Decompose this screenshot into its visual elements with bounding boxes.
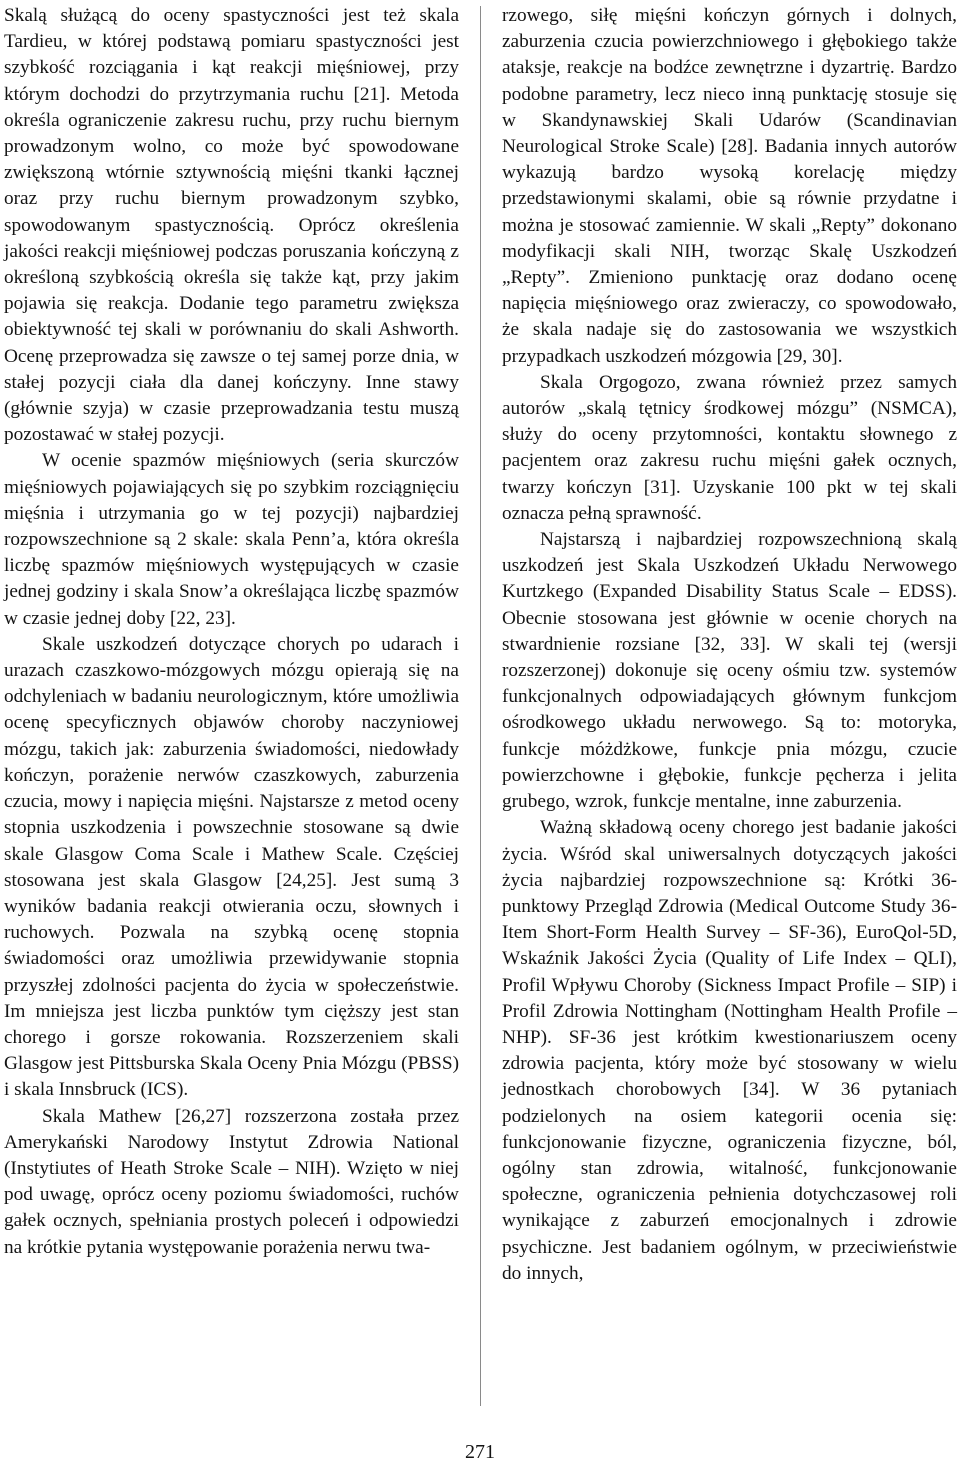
paragraph-tardieu-scale: Skalą służącą do oceny spastyczności jest też skala Tardieu, w której podstawą pomiaru spastyczności jest szybkość rozciągania i kąt reakcji mięśniowej, przy którym dochodzi do przytrzymania ruchu [21]. Metoda określa ograniczenie zakresu ruchu, przy ruchu biernym prowadzonym wolno, co może być spowodowane zwiększoną wtórnie sztywnością mięśni tkanki łącznej oraz przy ruchu biernym prowadzonym szybko, spowodowanym spastycznością. Oprócz określenia jakości reakcji mięśniowej podczas poruszania kończyną z określoną szybkością określa się także kąt, przy jakim pojawia się reakcja. Dodanie tego parametru zwiększa obiektywność tej skali w porównaniu do skali Ashworth. Ocenę przeprowadza się zawsze o tej samej porze dnia, w stałej pozycji ciała dla danej kończyny. Inne stawy (głównie szyja) w czasie przeprowadzania testu muszą pozostawać w stałej pozycji.: [4, 5, 459, 446]
paragraph-mathew-scale: Skala Mathew [26,27] rozszerzona została przez Amerykański Narodowy Instytut Zdrowia National (Instytiutes of Heath Stroke Scale – NIH). Wzięto w niej pod uwagę, oprócz oceny poziomu świadomości, ruchów gałek ocznych, spełniania prostych poleceń i odpowiedzi na krótkie pytania występowanie porażenia nerwu twa-: [4, 1105, 459, 1258]
paragraph-orgogozo-scale: Skala Orgogozo, zwana również przez samych autorów „skalą tętnicy środkowej mózgu” (NSMCA), służy do oceny przytomności, kontaktu słownego z pacjentem oraz zakresu ruchu mięśni gałek ocznych, twarzy kończyn [31]. Uzyskanie 100 pkt w tej skali oznacza pełną sprawność.: [502, 371, 957, 524]
page-number: 271: [465, 1441, 495, 1463]
left-column: [4, 3, 459, 1261]
paragraph-quality-of-life: Ważną składową oceny chorego jest badanie jakości życia. Wśród skal uniwersalnych dotyczących jakości życia najbardziej rozpowszechnione są: Krótki 36-punktowy Przegląd Zdrowia (Medical Outcome Study 36-Item Short-Form Health Survey – SF-36), EuroQol-5D, Wskaźnik Jakości Życia (Quality of Life Index – QLI), Profil Wpływu Choroby (Sickness Impact Profile – SIP) i Profil Zdrowia Nottingham (Nottingham Health Profile – NHP). SF-36 jest krótkim kwestionariuszem oceny zdrowia pacjenta, który może być stosowany w wielu jednostkach chorobowych [34]. W 36 pytaniach podzielonych na osiem kategorii ocenia się: funkcjonowanie fizyczne, ograniczenia fizyczne, ból, ogólny stan zdrowia, witalność, funkcjonowanie społeczne, ograniczenia pełnienia dotychczasowej roli wynikające z zaburzeń emocjonalnych i zdrowie psychiczne. Jest badaniem ogólnym, w przeciwieństwie do innych,: [502, 817, 957, 1284]
paragraph-repty-scale: rzowego, siłę mięśni kończyn górnych i dolnych, zaburzenia czucia powierzchniowego i głębokiego także ataksje, reakcje na bodźce zewnętrzne i dyzartrię. Bardzo podobne parametry, lecz nieco inną punktację stosuje się w Skandynawskiej Skali Udarów (Scandinavian Neurological Stroke Scale) [28]. Badania innych autorów wykazują bardzo wysoką korelację między przedstawionymi skalami, obie są równie przydatne i można je stosować zamiennie. W skali „Repty” dokonano modyfikacji skali NIH, tworząc Skalę Uszkodzeń „Repty”. Zmieniono punktację oraz dodano ocenę napięcia mięśniowego oraz zwieraczy, co spowodowało, że skala nadaje się do zastosowania we wszystkich przypadkach uszkodzeń mózgowia [29, 30].: [502, 5, 957, 367]
paragraph-edss-scale: Najstarszą i najbardziej rozpowszechnioną skalą uszkodzeń jest Skala Uszkodzeń Układu Nerwowego Kurtzkego (Expanded Disability Status Scale – EDSS). Obecnie stosowana jest głównie w ocenie chorych na stwardnienie rozsiane [32, 33]. W skali tej (wersji rozszerzonej) dokonuje się oceny ośmiu tzw. systemów funkcjonalnych odpowiadających głównym funkcjom ośrodkowego układu nerwowego. Są to: motoryka, funkcje móżdżkowe, funkcje pnia mózgu, czucie powierzchowne i głębokie, funkcje pęcherza i jelita grubego, wzrok, funkcje mentalne, inne zaburzenia.: [502, 529, 957, 813]
paragraph-muscle-spasms: W ocenie spazmów mięśniowych (seria skurczów mięśniowych pojawiających się po szybkim rozciągnięciu mięśnia i utrzymania go w tej pozycji) najbardziej rozpowszechnione są 2 skale: skala Penn’a, która określa liczbę spazmów mięśniowych występujących w czasie jednej godziny i skala Snow’a określająca liczbę spazmów w czasie jednej doby [22, 23].: [4, 450, 459, 629]
paragraph-damage-scales: Skale uszkodzeń dotyczące chorych po udarach i urazach czaszkowo-mózgowych mózgu opierają się na odchyleniach w badaniu neurologicznym, które umożliwia ocenę specyficznych objawów choroby naczyniowej mózgu, takich jak: zaburzenia świadomości, niedowłady kończyn, porażenie nerwów czaszkowych, zaburzenia czucia, mowy i napięcia mięśni. Najstarsze z metod oceny stopnia uszkodzenia i powszechnie stosowane są dwie skale Glasgow Coma Scale i Mathew Scale. Częściej stosowana jest skala Glasgow [24,25]. Jest sumą 3 wyników badania reakcji otwierania oczu, słownych i ruchowych. Pozwala na szybką ocenę stopnia świadomości oraz umożliwia przewidywanie stopnia przyszłej zdolności pacjenta do życia w społeczeństwie. Im mniejsza jest liczba punktów tym cięższy jest stan chorego i gorsze rokowania. Rozszerzeniem skali Glasgow jest Pittsburska Skala Oceny Pnia Mózgu (PBSS) i skala Innsbruck (ICS).: [4, 633, 459, 1101]
right-column: [502, 3, 957, 1287]
column-divider: [480, 6, 481, 1406]
